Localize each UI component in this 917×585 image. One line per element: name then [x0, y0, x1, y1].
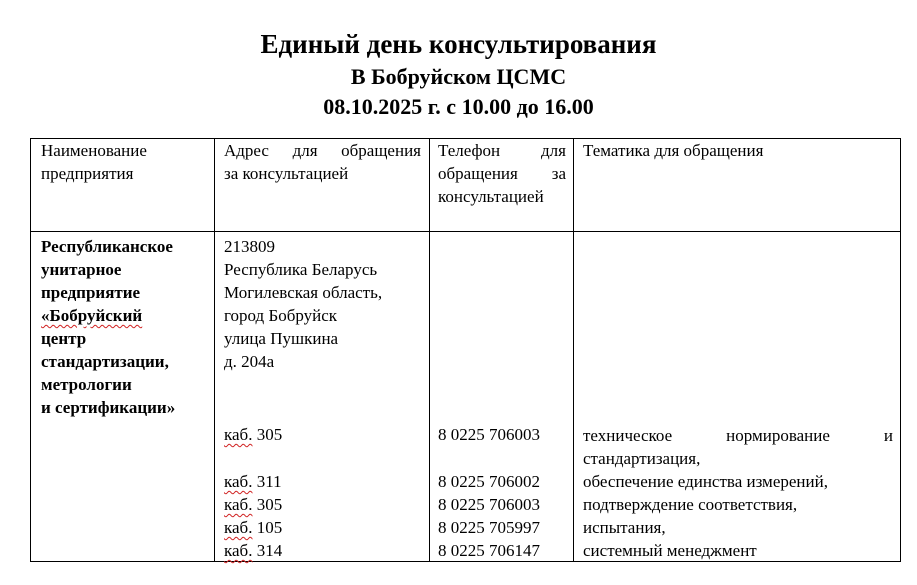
address-line: 213809 [224, 237, 275, 256]
organization-address [224, 235, 424, 373]
header-phone-line: Телефон для [438, 141, 566, 160]
room-value: 305 [256, 495, 283, 514]
room-value: 305 [256, 425, 283, 444]
header-phone [438, 139, 566, 208]
header-divider [31, 231, 900, 232]
topic: испытания, [583, 518, 666, 537]
document-date-time: 08.10.2025 г. с 10.00 до 16.00 [323, 94, 594, 119]
column-divider [214, 139, 215, 561]
phone-number: 8 0225 705997 [438, 518, 540, 537]
room-label: каб. [224, 425, 253, 444]
header-phone-line: консультацией [438, 187, 544, 206]
organization-name-line: Республиканское [41, 237, 173, 256]
address-line: Могилевская область, [224, 283, 383, 302]
document-subtitle: В Бобруйском ЦСМС [350, 64, 567, 89]
phone-number: 8 0225 706003 [438, 425, 540, 444]
topic: обеспечение единства измерений, [583, 472, 828, 491]
header-address-line: за консультацией [224, 164, 349, 183]
address-line: город Бобруйск [224, 306, 338, 325]
room-label: каб. [224, 495, 253, 514]
address-line: улица Пушкина [224, 329, 339, 348]
column-divider [429, 139, 430, 561]
room-number [224, 470, 282, 493]
organization-name-line: метрологии [41, 375, 132, 394]
topic: системный менеджмент [583, 541, 757, 560]
organization-name-line: унитарное [41, 260, 122, 279]
header-address [224, 139, 421, 185]
header-address-line: Адрес для обращения [224, 141, 421, 160]
room-label: каб. [224, 518, 253, 537]
room-number [224, 493, 282, 516]
document-title: Единый день консультирования [260, 29, 657, 59]
room-number [224, 516, 282, 539]
address-line: д. 204а [224, 352, 275, 371]
header-organization-line: предприятия [41, 164, 134, 183]
phone-number: 8 0225 706147 [438, 541, 540, 560]
header-phone-line: обращения за [438, 164, 566, 183]
phone-number: 8 0225 706002 [438, 472, 540, 491]
phone-number: 8 0225 706003 [438, 495, 540, 514]
topic [583, 424, 893, 470]
organization-name-line: предприятие [41, 283, 141, 302]
organization-name-line: центр [41, 329, 87, 348]
header-topic-line: Тематика для обращения [583, 141, 764, 160]
room-value: 314 [256, 541, 283, 560]
header-organization [41, 139, 206, 185]
room-number [224, 423, 282, 446]
header-organization-line: Наименование [41, 141, 147, 160]
room-number [224, 539, 282, 562]
organization-name-line: и сертификации» [41, 398, 176, 417]
room-label: каб. [224, 541, 253, 560]
address-line: Республика Беларусь [224, 260, 378, 279]
topic-line: техническое нормирование и [583, 426, 893, 445]
room-value: 311 [256, 472, 282, 491]
topic-line: стандартизация, [583, 449, 701, 468]
organization-name [41, 235, 211, 419]
column-divider [573, 139, 574, 561]
topic: подтверждение соответствия, [583, 495, 798, 514]
consultation-table [30, 138, 901, 562]
organization-name-line: «Бобруйский [41, 306, 143, 325]
room-label: каб. [224, 472, 253, 491]
room-value: 105 [256, 518, 283, 537]
organization-name-line: стандартизации, [41, 352, 169, 371]
header-topic [583, 139, 893, 162]
